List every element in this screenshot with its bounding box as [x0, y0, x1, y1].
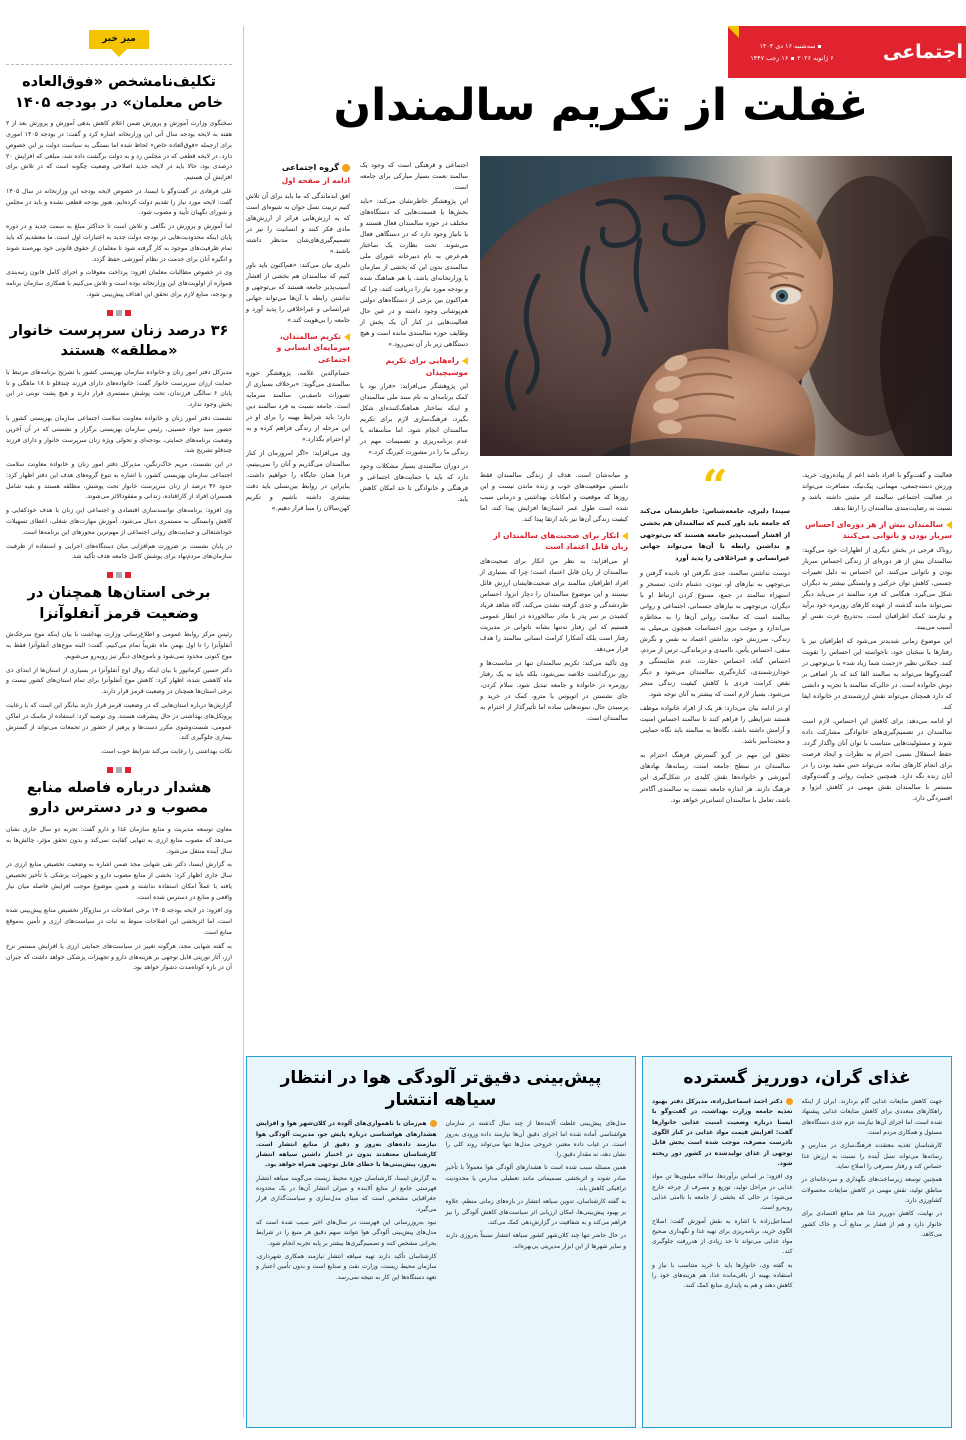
section-separator [6, 310, 232, 316]
paragraph: معاون توسعه مدیریت و منابع سازمان غذا و دارو گفت: تجربه دو سال جاری نشان می‌دهد که مصوب منابع ارزی به تنهایی کفایت نمی‌کند و بدون تحقق مؤثر، چالش‌ها به سال آینده منتقل می‌شود. [6, 826, 232, 855]
subheading-1 [802, 519, 952, 542]
paragraph: جهت کاهش ضایعات غذایی گام بردارند. ایران از اینکه راهکارهای متعددی برای کاهش ضایعات غذایی پیشنهاد شده است، اما اجرای آن‌ها نیازمند عزم جدی دستگاه‌های مسئول و همکاری مردم است. [801, 1098, 942, 1137]
section-title: اجتماعی [882, 41, 964, 63]
subheading-2 [480, 530, 628, 553]
paragraph: در این نشست، مریم خاک‌رنگین، مدیرکل دفتر امور زنان و خانواده معاونت سلامت اجتماعی سازمان بهزیستی کشور، با اشاره به تنوع گروه‌های هدف این دفتر اظهار کرد: حدود ۳۶ درصد از زنان سرپرست خانوار تحت پوشش، مطلقه هستند و بقیه شامل همسران افراد از کارافتاده، زندانی و مفقودالاثر می‌شوند. [6, 461, 232, 501]
paragraph: این پژوهشگر خاطرنشان می‌کند: «باید بخش‌ها یا قسمت‌هایی که دستگاه‌های مختلف در حوزه سالمندان فعال هستند و یا بانیاز وجود دارد که در دستگاهی فعال می‌شوند. تحت نظارت یک ساختار هم‌عرض به نام دبیرخانه شورای ملی سالمندی بدون این که بخشی از سازمان یا وزارتخانه‌ای باشد، با هم هماهنگ شده و بودجه مورد نیاز را دریافت کنند، چرا که هم‌اکنون بین برخی از دستگاه‌های دولتی هم‌پوشانی وجود داشته و در عین حال فعالیت‌هایی در کنار آن یک بخش از وظایف حوزه سالمندی مانده است و هیچ دستگاهی زیر بار آن نمی‌رود.» [360, 197, 468, 349]
subheading-3 [360, 355, 468, 378]
paragraph: در دوران سالمندی بسیار مشکلات وجود دارد که باید با حمایت‌های اجتماعی و فرهنگی و خانوادگی تا حد امکان کاهش یابد. [360, 462, 468, 504]
square-icon [125, 310, 131, 316]
paragraph: کارشناسان تأکید دارند تهیه سیاهه انتشار نیازمند همکاری شهرداری، سازمان محیط زیست، وزارت نفت و صنایع است و بدون تأمین اعتبار و تعهد دستگاه‌ها این کار به نتیجه نمی‌رسد. [256, 1252, 437, 1281]
paragraph: حسام‌الدین علامه، پژوهشگر حوزه سالمندی می‌گوید: «برخلاف بسیاری از تصورات تاسف‌بر، سالمند سرمایه است. جامعه نسبت به فرد سالمند دین دارد؛ باید شرایط بهینه را برای او در این مرحله از زندگی فراهم کرده و به او احترام بگذارد.» [246, 369, 350, 444]
sidebar-headline: تکلیف‌نامشخص «فوق‌العاده خاص معلمان» در بودجه ۱۴۰۵ [15, 74, 223, 111]
paragraph: مدل‌های پیش‌بینی غلظت آلاینده‌ها از چند سال گذشته در سازمان هواشناسی آماده شده اما اجرای دقیق آن‌ها نیازمند داده ورودی به‌روز است. در غیاب داده معتبر، خروجی مدل‌ها تنها می‌تواند روند کلی را نشان دهد، نه مقدار دقیق را. [445, 1120, 626, 1159]
paragraph: در نهایت، کاهش دورریز غذا هم منافع اقتصادی برای خانوار دارد و هم از فشار بر منابع آب و خاک کشور می‌کاهد. [801, 1210, 942, 1238]
paragraph: رئیس مرکز روابط عمومی و اطلاع‌رسانی وزارت بهداشت با بیان اینکه موج سرخک‌ش آنفلوآنزا را تا اول بهمن ماه تقریباً تمام می‌کنیم، گفت: البته موج‌های آنفلوآنزا فقط به موج کنونی محدود نمی‌شود و باموج‌های دیگر نیز روبه‌رو می‌شویم. [6, 631, 232, 660]
paragraph: وی افزود: برنامه‌های توانمندسازی اقتصادی و اجتماعی این زنان با هدف خودکفایی و کاهش وابستگی به مستمری دنبال می‌شود. آموزش مهارت‌های شغلی، اعطای تسهیلات خوداشتغالی و حمایت‌های روانی اجتماعی از مهم‌ترین محورهای این برنامه‌ها است. [6, 507, 232, 536]
square-icon [116, 767, 122, 773]
sidebar-body [6, 368, 232, 563]
box-column-left [802, 1097, 943, 1295]
paragraph: و میانه‌شان است. هدف از زندگی سالمندان فقط دانستن موقعیت‌های خوب و زنده ماندن نیست و این روزها که موقعیت و امکانات بهداشتی و درمانی سبب شده است طول عمر انسان‌ها افزایش پیدا کند، اما کیفیت زندگی آن‌ها نیز باید ارتقا پیدا کند. [480, 471, 628, 524]
lead-text: دکتر احمد اسماعیل‌زاده، مدیرکل دفتر بهبود تغذیه جامعه وزارت بهداشت، در گفت‌وگو با ایسنا درباره وضعیت امنیت غذایی خانوارها گفت: افزایش قیمت مواد غذایی در کنار الگوی نادرست مصرف، موجب شده است بخش قابل توجهی از غذای تولیدشده در کشور دور ریخته شود. [652, 1098, 793, 1167]
quote-mark-icon: “ [702, 461, 728, 512]
page-title: غفلت از تکریم سالمندان [333, 80, 869, 131]
sidebar-item-0[interactable] [6, 72, 232, 301]
paragraph: همچنین توسعه زیرساخت‌های نگهداری و سردخانه‌ای در مناطق تولید، نقش مهمی در کاهش ضایعات محصولات کشاورزی دارد. [801, 1176, 942, 1204]
box-title: غذای گران، دورریز گسترده [683, 1068, 911, 1088]
paragraph: وی می‌افزاید: «اگر امروزمان از کنار سالمندان می‌گذریم و آنان را نمی‌بینیم، فردا همان جایگاه را خواهیم داشت. بنابراین در روابط بین‌نسلی باید دقت بیشتری داشته باشیم و تکریم کهن‌سالان را مبنا قرار دهیم.» [246, 449, 350, 513]
paragraph: فعالیت و گفت‌وگو با افراد باشد اعم از پیاده‌روی، خرید، ورزش دسته‌جمعی، مهمانی، پیک‌نیک، مسافرت می‌تواند در فعالیت اجتماعی سالمند اثر مثبتی داشته باشد و نسبت به رضایت‌مندی سالمندان را ارتقا بدهد. [802, 471, 952, 513]
sidebar-headline: برخی استان‌ها همچنان در وضعیت قرمز آنفلوآنزا [27, 585, 211, 622]
kicker-label: گروه اجتماعی [281, 162, 339, 172]
paragraph: وی در خصوص مطالبات معلمان افزود: پرداخت معوقات و اجرای کامل قانون رتبه‌بندی همواره از اولویت‌های این وزارتخانه بوده است و تلاش می‌کنیم با همکاری سازمان برنامه و بودجه، منابع لازم برای تحقق این اهداف پیش‌بینی شود. [6, 269, 232, 298]
paragraph: وی تأکید می‌کند: تکریم سالمندان تنها در مناسبت‌ها و روز بزرگداشت خلاصه نمی‌شود، بلکه باید به یک رفتار روزمره در خانواده و جامعه تبدیل شود. سلام کردن، جای نشستن در اتوبوس یا مترو، کمک در خرید و پرسیدن حال، نمونه‌هایی ساده اما تأثیرگذار از احترام به سالمندان است. [480, 659, 628, 723]
date-lunar: ۱۶ رجب ۱۴۴۷ [750, 54, 789, 62]
subheading-label: سالمندان بیش از هر دوره‌ای احساس سربار بودن و ناتوانی می‌کنند [805, 520, 952, 541]
sidebar-body [6, 630, 232, 758]
paragraph: مدیرکل دفتر امور زنان و خانواده سازمان بهزیستی کشور با تشریح برنامه‌های مرتبط با حمایت ارزان سرپرست خانوار گفت: خانواده‌های دارای فرزند چندقلو تا ۱۸ ماهگی و تا پایان ۶ سالگی فرزندان، تحت پوشش مستمری قرار دارند و هیچ پشت نوبتی در این بخش وجود ندارد. [6, 368, 232, 409]
bullet-icon [818, 45, 821, 48]
paragraph: وی افزود: بر اساس برآوردها، سالانه میلیون‌ها تن مواد غذایی در مراحل تولید، توزیع و مصرف از چرخه خارج می‌شود؛ در حالی که بخشی از جامعه با ناامنی غذایی روبه‌رو است. [652, 1173, 793, 1212]
subheading-label: راه‌هایی برای تکریم موسیچیدان [385, 356, 468, 377]
article-column-3 [480, 470, 628, 727]
subheading-label: تکریم سالمندان، سرمایه‌ای انسانی و اجتماعی [276, 332, 350, 364]
paragraph: افق ابدماندگی که ما باید برای آن تلاش کنیم تربیت نسل جوان به شیوه‌ای است که به ارزش‌هایی فراتر از ارزش‌های مادی فکر کنند و انسانیت را نیز در تصمیم‌گیری‌های‌شان مدنظر داشته باشند.» [246, 191, 350, 255]
sidebar [6, 26, 232, 977]
triangle-bullet-icon [344, 333, 350, 341]
sidebar-item-2[interactable] [6, 583, 232, 758]
paragraph: دوست نداشتن سالمند، جدی نگرفتن او، نادیده گرفتن و بی‌توجهی به نیازهای او، نبودن، دشنام دادن، تمسخر و استهزاء سالمند در جمع، ممنوع کردن ارتباط او با دیگران، بی‌توجهی به نیازهای جسمانی، اجتماعی و روانی سالمند است که سلامت روانی آن‌ها را به مخاطره می‌اندازد و موجب بروز احساسات همچون بی‌میلی به زندگی، سرزنش خود، نداشتن اعتماد به نفس و نگرش منفی، احساس یأس، ناامیدی و درماندگی، ترس از مردم، احساس گناه، احساس حقارت، عدم شایستگی و خودارزشمندی، کناره‌گیری سالمندان می‌شود و دیگر نقض کرامت فردی با کاهش کیفیت زندگی منجر می‌شود. بسیار لازم است که بیشتر به آنان توجه شود. [640, 569, 790, 699]
paragraph: اجتماعی و فرهنگی است که وجود یک سالمند نعمت بسیار مبارکی برای جامعه است. [360, 161, 468, 192]
square-icon [116, 310, 122, 316]
date-gregorian: ۶ ژانویه ۲۰۲۶ [797, 54, 834, 62]
paragraph: همین مسئله سبب شده است تا هشدارهای آلودگی هوا معمولاً با تأخیر صادر شوند و اثربخشی تصمیماتی مانند تعطیلی مدارس یا محدودیت ترافیکی کاهش یابد. [445, 1164, 626, 1193]
triangle-bullet-icon [622, 532, 628, 540]
sidebar-tag-wrap [6, 26, 232, 60]
square-icon [125, 767, 131, 773]
paragraph: این موضوع زمانی شدیدتر می‌شود که اطرافیان نیز با رفتارها یا سخنان خود، ناخواسته این احساس را تقویت کنند. جملاتی نظیر «زحمت شما زیاد شد» یا بی‌توجهی در گفت‌وگوها می‌تواند به سالمند القا کند که بار اضافی بر دوش خانواده است. در حالی‌که سالمند با تجربه و دانشی که دارد همچنان می‌تواند نقش ارزشمندی در خانواده ایفا کند. [802, 636, 952, 712]
paragraph: اسماعیل‌زاده با اشاره به نقش آموزش گفت: اصلاح الگوی خرید، برنامه‌ریزی برای تهیه غذا و نگهداری صحیح مواد غذایی می‌تواند تا حد زیادی از هدررفت جلوگیری کند. [652, 1217, 793, 1256]
orange-dot-icon [786, 1098, 793, 1105]
subheading-label: انکار برای صحبت‌های سالمندان از زبان قابل اعتماد است [493, 531, 628, 552]
sidebar-headline: ۳۶ درصد زنان سرپرست خانوار «مطلقه» هستند [9, 322, 229, 360]
paragraph: به گفته وی، خانوارها باید با خرید متناسب با نیاز و استفاده بهینه از باقی‌مانده غذا، هم هزینه‌های خود را کاهش دهند و هم به پایداری منابع کمک کنند. [652, 1261, 793, 1290]
paragraph: به گفته شهابی مجد، هرگونه تغییر در سیاست‌های حمایتی ارزی یا افزایش مستمر نرخ ارز، آثار توریتی قابل توجهی بر هزینه‌های دارو و تجهیزات پزشکی خواهد داشت که جبران آن در بازه کوتاه‌مدت دشوار خواهد بود. [6, 942, 232, 972]
elderly-woman-photo [480, 156, 952, 456]
sidebar-item-3[interactable] [6, 778, 232, 974]
paragraph: سخنگوی وزارت آموزش و پرورش ضمن اعلام کاهش بدهی آموزش و پرورش بعد از ۲ هفته به لایحه بودجه سال آتی این وزارتخانه اشاره کرد و گفت: در بودجه ۱۴۰۵ اموری برای ارجمله «فوق‌العاده خاص» لحاظ شده اما بستگی به سیاست دولت بر این خصوص دارد. در لایحه قطعی که در مجلس رد و به دولت برگشت داده شد، مبلغی که افزایش ۲۰ درصدی بود، حالا باید در لایحه جدید اصلاحی وضعیت چگونه است که در تلاش برای افزایش آن هستیم. [6, 120, 232, 182]
box-column-right [652, 1097, 793, 1295]
paragraph: به گزارش ایسنا، کارشناسان حوزه محیط زیست می‌گویند سیاهه انتشار فهرستی جامع از منابع آلاینده و میزان انتشار آن‌ها در یک محدوده جغرافیایی مشخص است که مبنای مدل‌سازی و سیاست‌گذاری قرار می‌گیرد. [256, 1174, 437, 1213]
bottom-box-air-quality[interactable] [246, 1056, 636, 1428]
box-title: پیش‌بینی دقیق‌تر آلودگی هوا در انتظار سیاهه انتشار [280, 1068, 602, 1111]
paragraph: تحقق این مهم در گرو گسترش فرهنگ احترام به سالمندان در سطح جامعه است، رسانه‌ها، نهادهای آموزشی و خانواده‌ها نقش کلیدی در شکل‌گیری این فرهنگ دارند. هر اندازه جامعه نسبت به سالمندی آگاه‌تر باشد، تعامل با سالمندان انسانی‌تر خواهد بود. [640, 751, 790, 804]
lead-paragraph [256, 1119, 437, 1171]
continued-from-label: ادامه از صفحه اول [281, 176, 350, 186]
section-separator [6, 572, 232, 578]
sidebar-headline: هشدار درباره فاصله منابع مصوب و در دسترس دارو [26, 779, 212, 817]
paragraph: در حال حاضر تنها چند کلان‌شهر کشور سیاهه انتشار نسبتاً به‌روزی دارند و سایر شهرها از این ابزار مدیریتی بی‌بهره‌اند. [445, 1232, 626, 1250]
article-photo [480, 156, 952, 456]
masthead-dates [728, 39, 856, 65]
paragraph: نکات بهداشتی را رعایت می‌کند شرایط خوب است. [100, 748, 232, 756]
column-divider [243, 26, 244, 1418]
square-icon [107, 767, 113, 773]
paragraph: به گفته کارشناسان، تدوین سیاهه انتشار در بازه‌های زمانی منظم، علاوه بر بهبود پیش‌بینی‌ها، امکان ارزیابی اثر سیاست‌های کاهش آلودگی را نیز فراهم می‌کند و به شفافیت در گزارش‌دهی کمک می‌کند. [445, 1198, 626, 1226]
box-column-right [256, 1119, 437, 1286]
article-column-2 [640, 461, 790, 809]
article-column-5 [246, 160, 350, 517]
dashed-divider [6, 64, 232, 65]
sidebar-body [6, 119, 232, 301]
paragraph: او می‌افزاید: به نظر من انکار برای صحبت‌های سالمندان از زبان قابل اعتماد است؛ چرا که بسیاری از افراد اطرافیان سالمند برای صحبت‌هایشان ارزش قائل نیستند و این موضوع سالمندان را دچار انزوا، احساس طردشدگی و جدی گرفته نشدن می‌کند، گاه شاهد فریاد کشیدن بر سر پدر یا مادر سالخورده در انظار عمومی هستیم که این رفتار نه‌تنها نشانه ناتوانی در مدیریت رفتار است بلکه آشکارا کرامت انسانی سالمند را هدف قرار می‌دهد. [480, 556, 628, 653]
article-column-4 [360, 160, 468, 508]
masthead [728, 26, 966, 78]
paragraph: او ادامه می‌دهد: برای کاهش این احساس، لازم است سالمندان در تصمیم‌گیری‌های خانوادگی مشارکت داده شوند و مسئولیت‌هایی متناسب با توان آنان واگذار گردد. حفظ استقلال نسبی، احترام به نظرات و ایجاد فرصت برای انجام کارهای ساده، می‌تواند حس مفید بودن را در آنان زنده نگه دارد. همچنین حمایت روانی و گفت‌وگوی مستمر با سالمندان نقش مهمی در کاهش انزوا و افسردگی دارد. [802, 717, 952, 803]
orange-dot-icon [430, 1120, 437, 1127]
pull-quote: سپندا دلبری، جامعه‌شناس: خاطرنشان می‌کند که جامعه باید باور کنیم که سالمندان هم بخشی از اقشار آسیب‌پذیر جامعه هستند که بی‌توجهی و نداشتن رابطه با آن‌ها می‌تواند جهانی غیرانسانی و غیراخلاقی را پدید آورد [640, 507, 790, 562]
masthead-red-band [728, 26, 966, 78]
section-separator [6, 767, 232, 773]
paragraph: گزارش‌ها درباره استان‌هایی که در وضعیت قرمز قرار دارند بیانگر این است که با رعایت پروتکل‌های بهداشتی در حال پیشرفت هستند. وی توصیه کرد: استفاده از ماسک در اماکن عمومی، شست‌وشوی مکرر دست‌ها و پرهیز از حضور در تجمعات می‌تواند از گسترش بیماری جلوگیری کند. [6, 701, 232, 742]
paragraph: وی افزود: در لایحه بودجه ۱۴۰۵ برخی اصلاحات در سازوکار تخصیص منابع پیش‌بینی شده است، اما اثربخشی این اصلاحات منوط به ثبات در سیاست‌های ارزی و تأمین به‌موقع منابع است. [6, 907, 232, 937]
paragraph: در پایان نشست بر ضرورت هم‌افزایی میان دستگاه‌های اجرایی و استفاده از ظرفیت سازمان‌های مردم‌نهاد برای پوشش کامل جامعه هدف تأکید شد. [6, 542, 232, 561]
paragraph: کارشناسان تغذیه معتقدند فرهنگ‌سازی در مدارس و رسانه‌ها می‌تواند نسل آینده را نسبت به ارزش غذا حساس کند و رفتار مصرفی را اصلاح نماید. [801, 1142, 942, 1170]
box-column-left [446, 1119, 627, 1286]
lead-paragraph [652, 1097, 793, 1169]
paragraph: نشست دفتر امور زنان و خانواده معاونت سلامت اجتماعی سازمان بهزیستی کشور با حضور سید جواد حسینی، رئیس سازمان بهزیستی برگزار و نشستی که در آن آخرین وضعیت برنامه‌های حمایتی، بودجه‌ای و تحولی ویژه زنان سرپرست خانوار و دارای فرزند چندقلو تشریح شد. [6, 414, 232, 455]
square-icon [116, 572, 122, 578]
paragraph: این پژوهشگر می‌افزاید: «قرار بود با کمک برنامه‌ای به نام سند ملی سالمندان و اینکه ساختار هماهنگ‌کننده‌ای شکل بگیرد، فرهنگ‌سازی لازم برای تکریم سالمندان انجام شود. اما متأسفانه با عدم برنامه‌ریزی و تصمیمات مهم در زندگی ما را در مشورت کم‌رنگ کرد.» [360, 382, 468, 457]
paragraph: اما آموزش و پرورش در نگاهی و تلاش است تا حداکثر مبلغ به سمت جدید و در دوره پایان اینکه محدودیت‌هایی در بودجه دولت جدید به اعتبارات اول است. ما معتقدیم که باید تمام ظرفیت‌های موجود به کار گرفته شود تا معلمان از حقوق قانونی خود بهره‌مند شوند و انگیزه آنان برای خدمت در نظام آموزشی حفظ گردد. [6, 223, 232, 263]
article-kicker [246, 160, 350, 174]
paragraph: دکتر حسین کرمانپور با بیان اینکه روال اوج آنفلوآنزا در بسیاری از استان‌ها از ابتدای دی ماه کاهشی شده، اظهار کرد: کاهش موج آنفلوآنزا برای تمام استان‌های کشور نیست و برخی استان‌ها همچنان در وضعیت قرمز قرار دارند. [6, 666, 232, 696]
square-icon [125, 572, 131, 578]
paragraph: دلبری بیان می‌کند: «هم‌اکنون باید باور کنیم که سالمندان هم بخشی از اقشار آسیب‌پذیر جامعه هستند که بی‌توجهی و نداشتن رابطه با آن‌ها می‌تواند جهانی غیرانسانی و غیراخلاقی را پدید آورد و جامعه را بی‌هویت کند.» [246, 260, 350, 325]
square-icon [107, 572, 113, 578]
lead-text: هم‌زمان با ناهمواری‌های آلوده در کلان‌شهر هوا و افزایش هشدارهای هواشناسی درباره پایش جو، مدیریت آلودگی هوا نیازمند داده‌های به‌روز و دقیق از منابع انتشار است. کارشناسان معتقدند بدون در اختیار داشتن سیاهه انتشار به‌روز، پیش‌بینی‌ها با خطای قابل توجهی همراه خواهد بود. [256, 1120, 437, 1169]
orange-dot-icon [342, 164, 350, 172]
article-column-1 [802, 470, 952, 807]
paragraph: علی فرهادی در گفت‌وگو با ایسنا، در خصوص لایحه بودجه این وزارتخانه در سال ۱۴۰۵ گفت: لایحه مورد نیاز را تقدیم دولت کرده‌ایم. هنوز بودجه قطعی نشده و باید در مجلس و شورای نگهبان تأیید و مصوب شود. [6, 187, 232, 217]
square-icon [107, 310, 113, 316]
paragraph: او در ادامه بیان می‌دارد: هر یک از افراد خانواده موظف هستند شرایطی را فراهم کنند تا سالمند احساس امنیت و آرامش داشته باشد، نگاه‌ها به سالمند باید نگاه حمایتی و محبت‌آمیز باشد. [640, 704, 790, 746]
sidebar-body [6, 825, 232, 974]
date-solar: سه‌شنبه ۱۶ دی ۱۴۰۴ [759, 42, 816, 51]
bottom-box-food-waste[interactable] [642, 1056, 952, 1428]
subheading-4 [246, 331, 350, 365]
bullet-icon [791, 57, 794, 60]
triangle-bullet-icon [946, 521, 952, 529]
paragraph: به گزارش ایسنا، دکتر نقی شهابی مجد ضمن اشاره به وضعیت تخصیص منابع ارزی در سال جاری اظهار کرد: بخشی از منابع مصوب دارو و تجهیزات پزشکی با تأخیر تخصیص یافته با عملاً امکان استفاده نداشته و همین موضوع موجب افزایش فاصله میان نیاز واقعی و منابع در دسترس شده است. [6, 861, 232, 901]
sidebar-item-1[interactable] [6, 321, 232, 563]
paragraph: نبود به‌روزرسانی این فهرست در سال‌های اخیر سبب شده است که مدل‌های پیش‌بینی آلودگی هوا نتوانند سهم دقیق هر منبع را در شرایط بحرانی مشخص کنند و تصمیم‌گیری‌ها بیشتر بر پایه تجربه انجام شود. [256, 1219, 437, 1247]
sidebar-tag: میز خبر [89, 30, 149, 49]
paragraph: روناک فرجی در بخش دیگری از اظهارات خود می‌گوید: سالمندان بیش از هر دوره‌ای از زندگی احساس سربار بودن و ناتوانی می‌کنند. این احساس به دلیل تغییرات جسمی، کاهش توان حرکتی و وابستگی بیشتر به دیگران شکل می‌گیرد. هنگامی که فرد سالمند در می‌یابد دیگر نمی‌تواند مانند گذشته از عهده کارهای روزمره خود برآید و نیازمند کمک اطرافیان است، به‌تدریج عزت نفس او آسیب می‌بیند. [802, 545, 952, 631]
triangle-bullet-icon [462, 357, 468, 365]
